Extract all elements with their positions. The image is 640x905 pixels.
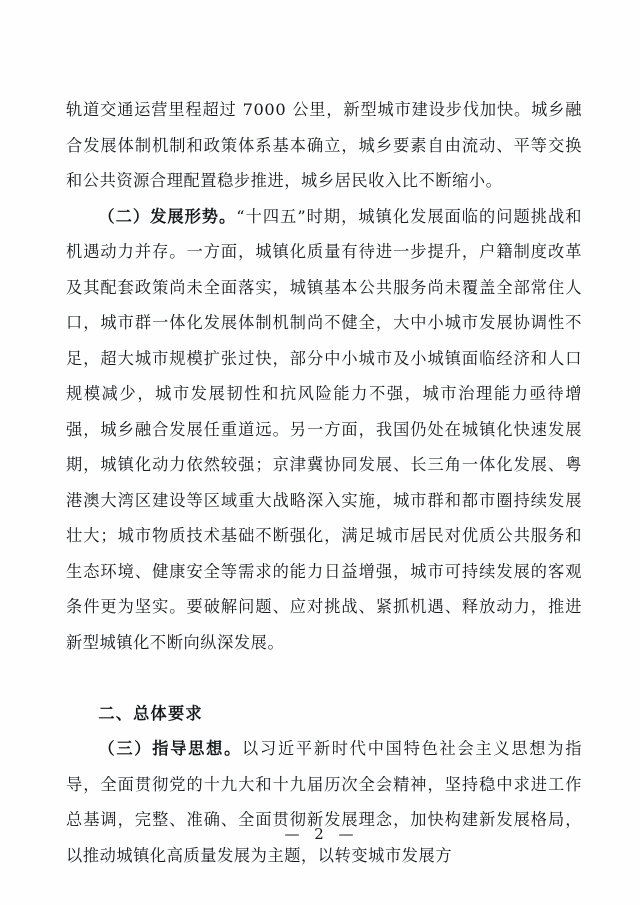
paragraph-guiding-thought: （三）指导思想。以习近平新时代中国特色社会主义思想为指导，全面贯彻党的十九大和十九届历次全会精神，坚持稳中求进工作总基调，完整、准确、全面贯彻新发展理念，加快构建新发展格局，以推动城镇化高质量发展为主题，以转变城市发展方 [66, 739, 582, 865]
footer-dash-right: — [338, 825, 356, 843]
document-text-body [66, 92, 582, 873]
page-footer [0, 825, 640, 843]
heading-overall-requirements: 二、总体要求 [98, 703, 203, 723]
paragraph-development-situation: （二）发展形势。“十四五”时期，城镇化发展面临的问题挑战和机遇动力并存。一方面，城镇化质量有待进一步提升，户籍制度改革及其配套政策尚未全面落实，城镇基本公共服务尚未覆盖全部常住人口，城市群一体化发展体制机制尚不健全，大中小城市发展协调性不足，超大城市规模扩张过快，部分中小城市及小城镇面临经济和人口规模减少，城市发展韧性和抗风险能力不强，城市治理能力亟待增强，城乡融合发展任重道远。另一方面，我国仍处在城镇化快速发展期，城镇化动力依然较强；京津冀协同发展、长三角一体化发展、粤港澳大湾区建设等区域重大战略深入实施，城市群和都市圈持续发展壮大；城市物质技术基础不断强化，满足城市居民对优质公共服务和生态环境、健康安全等需求的能力日益增强，城市可持续发展的客观条件更为坚实。要破解问题、应对挑战、紧抓机遇、释放动力，推进新型城镇化不断向纵深发展。 [66, 206, 582, 652]
paragraph-gap [66, 660, 582, 696]
page-number: 2 [314, 825, 326, 843]
paragraph-continued-rail: 轨道交通运营里程超过 7000 公里，新型城市建设步伐加快。城乡融合发展体制机制和政策体系基本确立，城乡要素自由流动、平等交换和公共资源合理配置稳步推进，城乡居民收入比不断缩小。 [66, 100, 582, 190]
footer-dash-left: — [284, 825, 302, 843]
paragraph-lead-label: （二）发展形势。 [98, 206, 237, 226]
paragraph-lead-label: （三）指导思想。 [98, 739, 243, 758]
